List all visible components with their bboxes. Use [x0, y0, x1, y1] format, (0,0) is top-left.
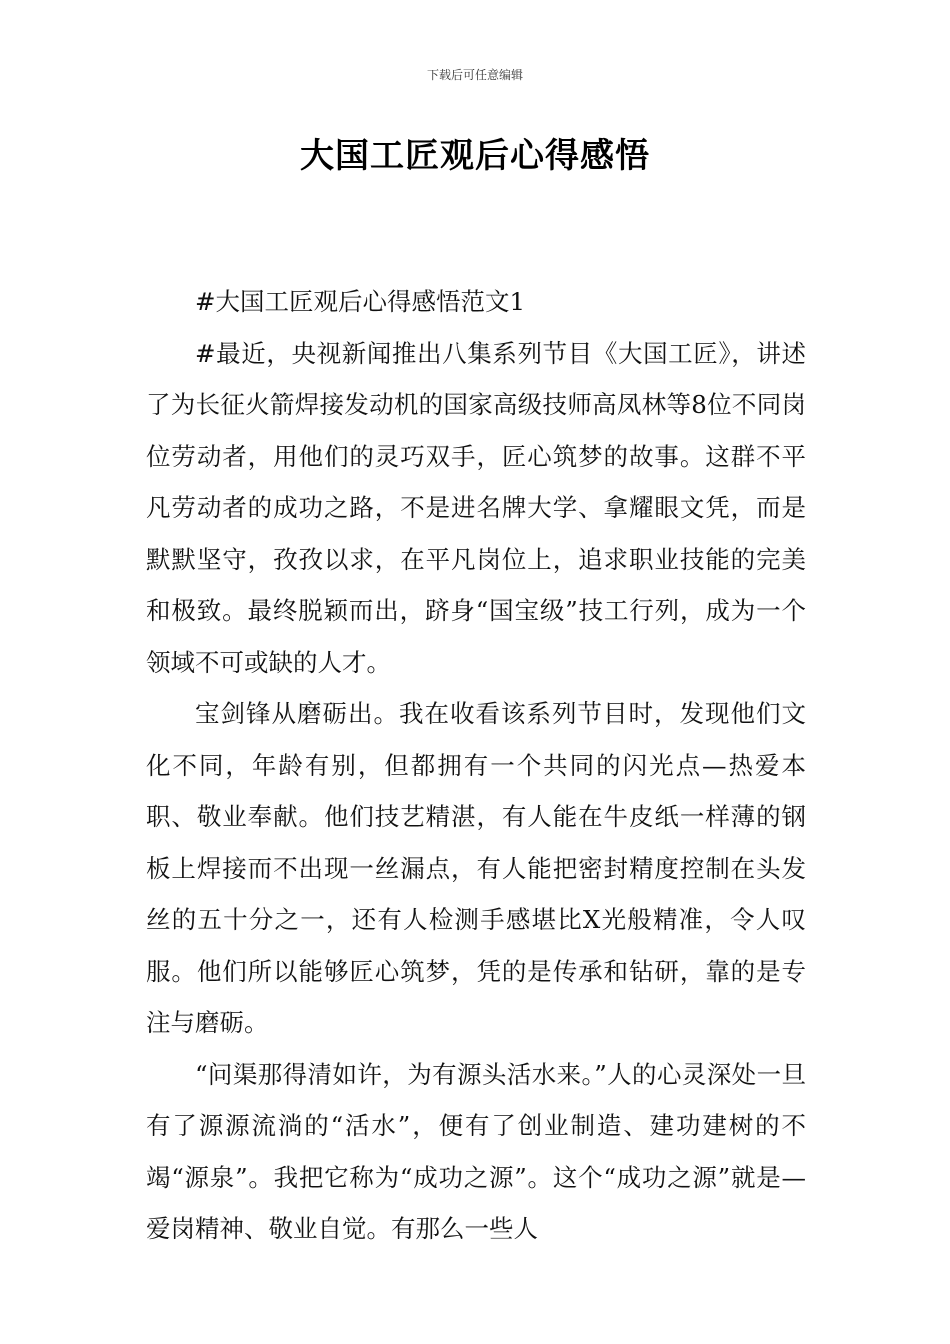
body-paragraph: “问渠那得清如许，为有源头活水来。”人的心灵深处一旦有了源源流淌的“活水”，便有了创业制造、建功建树的不竭“源泉”。我把它称为“成功之源”。这个“成功之源”就是—爱岗精神、敬业自觉。有那么一些人 — [146, 1059, 806, 1243]
document-body — [146, 276, 806, 1255]
body-paragraph: 宝剑锋从磨砺出。我在收看该系列节目时，发现他们文化不同，年龄有别，但都拥有一个共同的闪光点—热爱本职、敬业奉献。他们技艺精湛，有人能在牛皮纸一样薄的钢板上焊接而不出现一丝漏点，有人能把密封精度控制在头发丝的五十分之一，还有人检测手感堪比X光般精准，令人叹服。他们所以能够匠心筑梦，凭的是传承和钻研，靠的是专注与磨砺。 — [146, 699, 806, 1037]
header-note: 下载后可任意编辑 — [426, 68, 523, 82]
body-paragraph: #最近，央视新闻推出八集系列节目《大国工匠》，讲述了为长征火箭焊接发动机的国家高级技师高凤林等8位不同岗位劳动者，用他们的灵巧双手，匠心筑梦的故事。这群不平凡劳动者的成功之路，不是进名牌大学、拿耀眼文凭，而是默默坚守，孜孜以求，在平凡岗位上，追求职业技能的完美和极致。最终脱颖而出，跻身“国宝级”技工行列，成为一个领域不可或缺的人才。 — [146, 338, 806, 677]
document-title: 大国工匠观后心得感悟 — [300, 136, 650, 176]
section-heading: #大国工匠观后心得感悟范文1 — [195, 287, 526, 316]
